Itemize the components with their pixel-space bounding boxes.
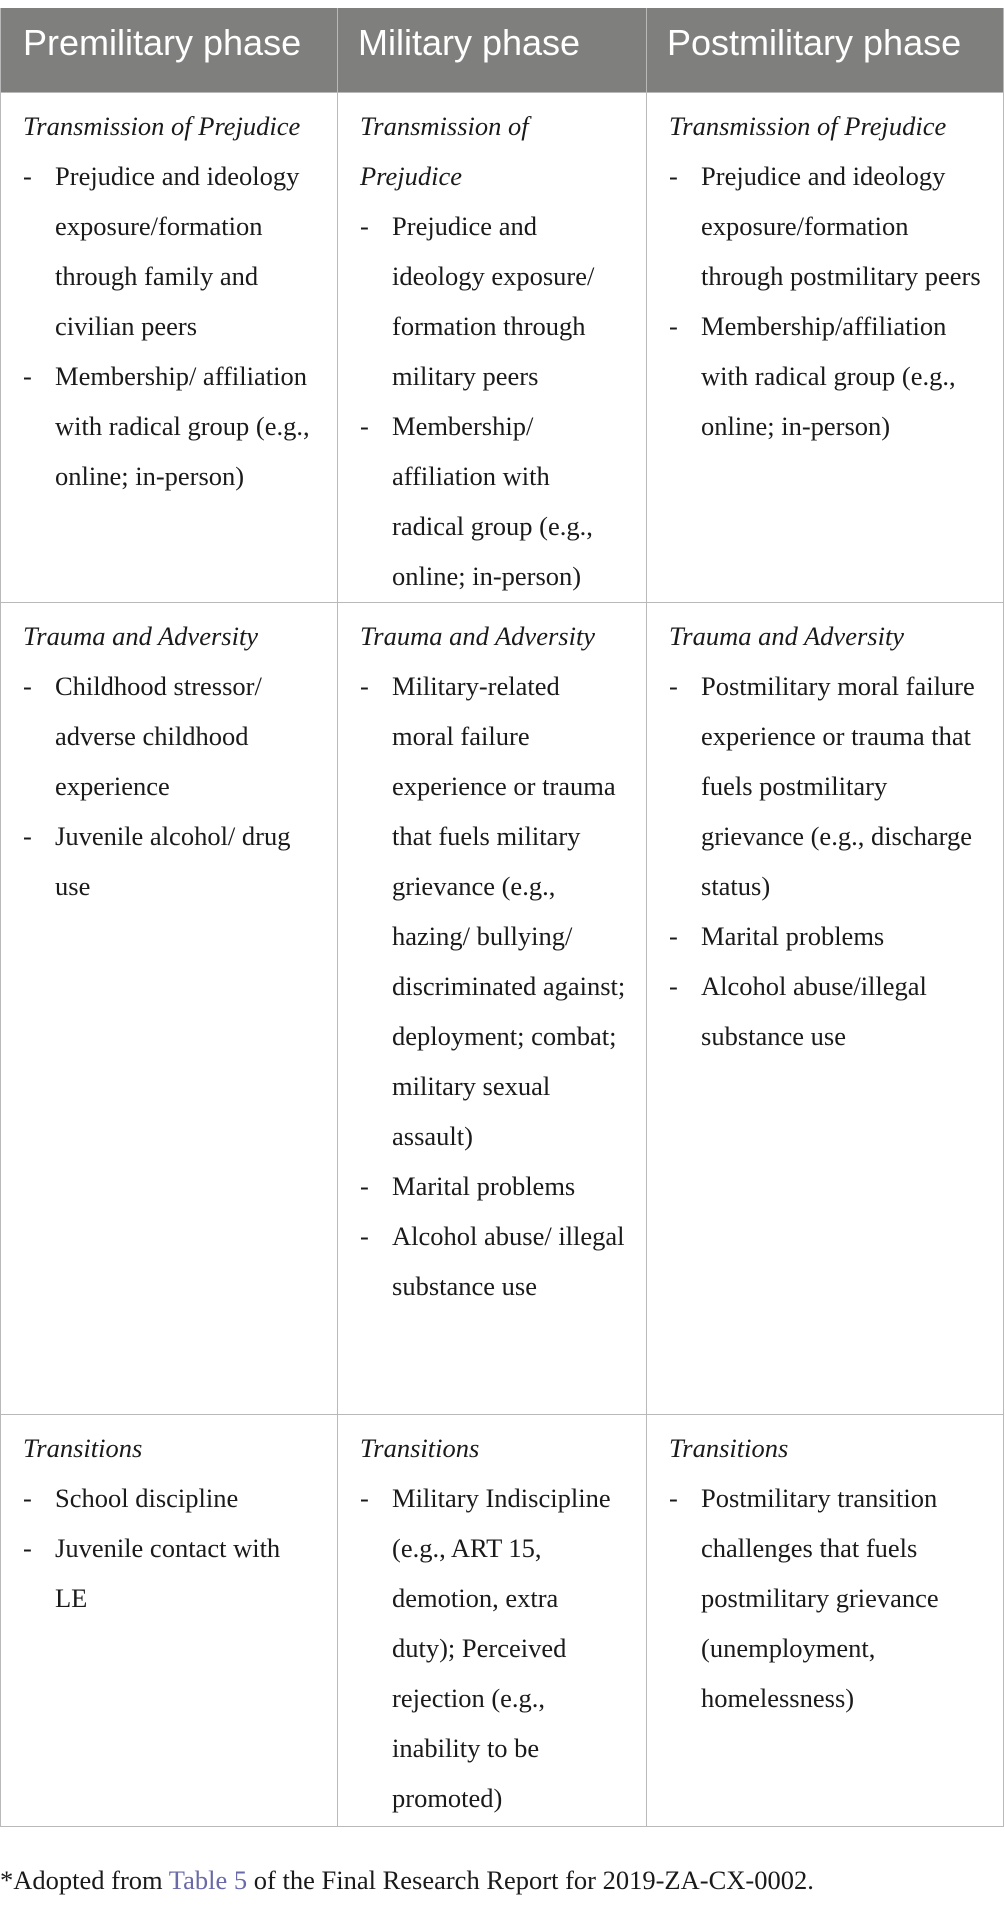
category-label: Transitions bbox=[669, 1432, 789, 1463]
dash-icon: - bbox=[360, 410, 369, 441]
list-item: - Prejudice and ideology exposure/formation through postmilitary peers bbox=[669, 151, 985, 301]
category-label: Transmission of Prejudice bbox=[360, 110, 529, 191]
list-item: - Childhood stressor/ adverse childhood experience bbox=[23, 661, 319, 811]
list-item: - Marital problems bbox=[360, 1161, 628, 1211]
cell-premilitary bbox=[1, 1414, 338, 1826]
list-item: - Alcohol abuse/illegal substance use bbox=[669, 961, 985, 1061]
cell-premilitary bbox=[1, 602, 338, 1414]
list-item: - Postmilitary transition challenges that fuels postmilitary grievance (unemployment, homelessness) bbox=[669, 1473, 985, 1723]
list-item: - Military Indiscipline (e.g., ART 15, demotion, extra duty); Perceived rejection (e.g., inability to be promoted) bbox=[360, 1473, 628, 1823]
item-list bbox=[23, 661, 319, 911]
category-label: Transmission of Prejudice bbox=[669, 110, 947, 141]
header-postmilitary: Postmilitary phase bbox=[647, 8, 1004, 92]
header-premilitary: Premilitary phase bbox=[1, 8, 338, 92]
cell-postmilitary bbox=[647, 92, 1004, 602]
list-item: - Military-related moral failure experience or trauma that fuels military grievance (e.g., hazing/ bullying/ discriminated against; deployment; combat; military sexual assault) bbox=[360, 661, 628, 1161]
row-transmission-of-prejudice bbox=[1, 92, 1004, 602]
list-item: - Juvenile contact with LE bbox=[23, 1523, 319, 1623]
dash-icon: - bbox=[669, 920, 678, 951]
row-transitions bbox=[1, 1414, 1004, 1826]
item-list bbox=[360, 1473, 628, 1823]
category-label: Trauma and Adversity bbox=[23, 620, 259, 651]
dash-icon: - bbox=[360, 210, 369, 241]
cell-postmilitary bbox=[647, 602, 1004, 1414]
list-item: - Juvenile alcohol/ drug use bbox=[23, 811, 319, 911]
cell-postmilitary bbox=[647, 1414, 1004, 1826]
list-item: - Prejudice and ideology exposure/formation through family and civilian peers bbox=[23, 151, 319, 351]
category-label: Trauma and Adversity bbox=[360, 620, 596, 651]
list-item: - Membership/ affiliation with radical group (e.g., online; in-person) bbox=[23, 351, 319, 501]
list-item: - Marital problems bbox=[669, 911, 985, 961]
dash-icon: - bbox=[669, 970, 678, 1001]
dash-icon: - bbox=[360, 670, 369, 701]
cell-military bbox=[338, 602, 647, 1414]
list-item: - School discipline bbox=[23, 1473, 319, 1523]
item-list bbox=[669, 1473, 985, 1723]
dash-icon: - bbox=[23, 820, 32, 851]
dash-icon: - bbox=[23, 360, 32, 391]
header-row bbox=[1, 8, 1004, 92]
category-label: Trauma and Adversity bbox=[669, 620, 905, 651]
header-military: Military phase bbox=[338, 8, 647, 92]
list-item: - Prejudice and ideology exposure/ formation through military peers bbox=[360, 201, 628, 401]
dash-icon: - bbox=[23, 160, 32, 191]
item-list bbox=[669, 151, 985, 451]
dash-icon: - bbox=[360, 1482, 369, 1513]
footnote-suffix: of the Final Research Report for 2019-ZA-CX-0002. bbox=[247, 1865, 814, 1895]
category-label: Transmission of Prejudice bbox=[23, 110, 301, 141]
cell-premilitary bbox=[1, 92, 338, 602]
list-item: - Membership/ affiliation with radical group (e.g., online; in-person) bbox=[360, 401, 628, 601]
cell-military bbox=[338, 1414, 647, 1826]
category-label: Transitions bbox=[360, 1432, 480, 1463]
cell-military bbox=[338, 92, 647, 602]
item-list bbox=[23, 1473, 319, 1623]
footnote-prefix: *Adopted from bbox=[0, 1865, 169, 1895]
list-item: - Alcohol abuse/ illegal substance use bbox=[360, 1211, 628, 1311]
dash-icon: - bbox=[669, 160, 678, 191]
dash-icon: - bbox=[360, 1170, 369, 1201]
list-item: - Membership/affiliation with radical group (e.g., online; in-person) bbox=[669, 301, 985, 451]
list-item: - Postmilitary moral failure experience or trauma that fuels postmilitary grievance (e.g., discharge status) bbox=[669, 661, 985, 911]
table-footnote bbox=[0, 1862, 814, 1898]
dash-icon: - bbox=[23, 1532, 32, 1563]
category-label: Transitions bbox=[23, 1432, 143, 1463]
item-list bbox=[360, 661, 628, 1311]
dash-icon: - bbox=[23, 1482, 32, 1513]
risk-factors-table bbox=[0, 8, 1004, 1827]
item-list bbox=[23, 151, 319, 501]
dash-icon: - bbox=[669, 1482, 678, 1513]
dash-icon: - bbox=[669, 670, 678, 701]
item-list bbox=[360, 201, 628, 601]
table-5-link[interactable]: Table 5 bbox=[168, 1865, 248, 1895]
dash-icon: - bbox=[360, 1220, 369, 1251]
dash-icon: - bbox=[23, 670, 32, 701]
row-trauma-and-adversity bbox=[1, 602, 1004, 1414]
item-list bbox=[669, 661, 985, 1061]
dash-icon: - bbox=[669, 310, 678, 341]
